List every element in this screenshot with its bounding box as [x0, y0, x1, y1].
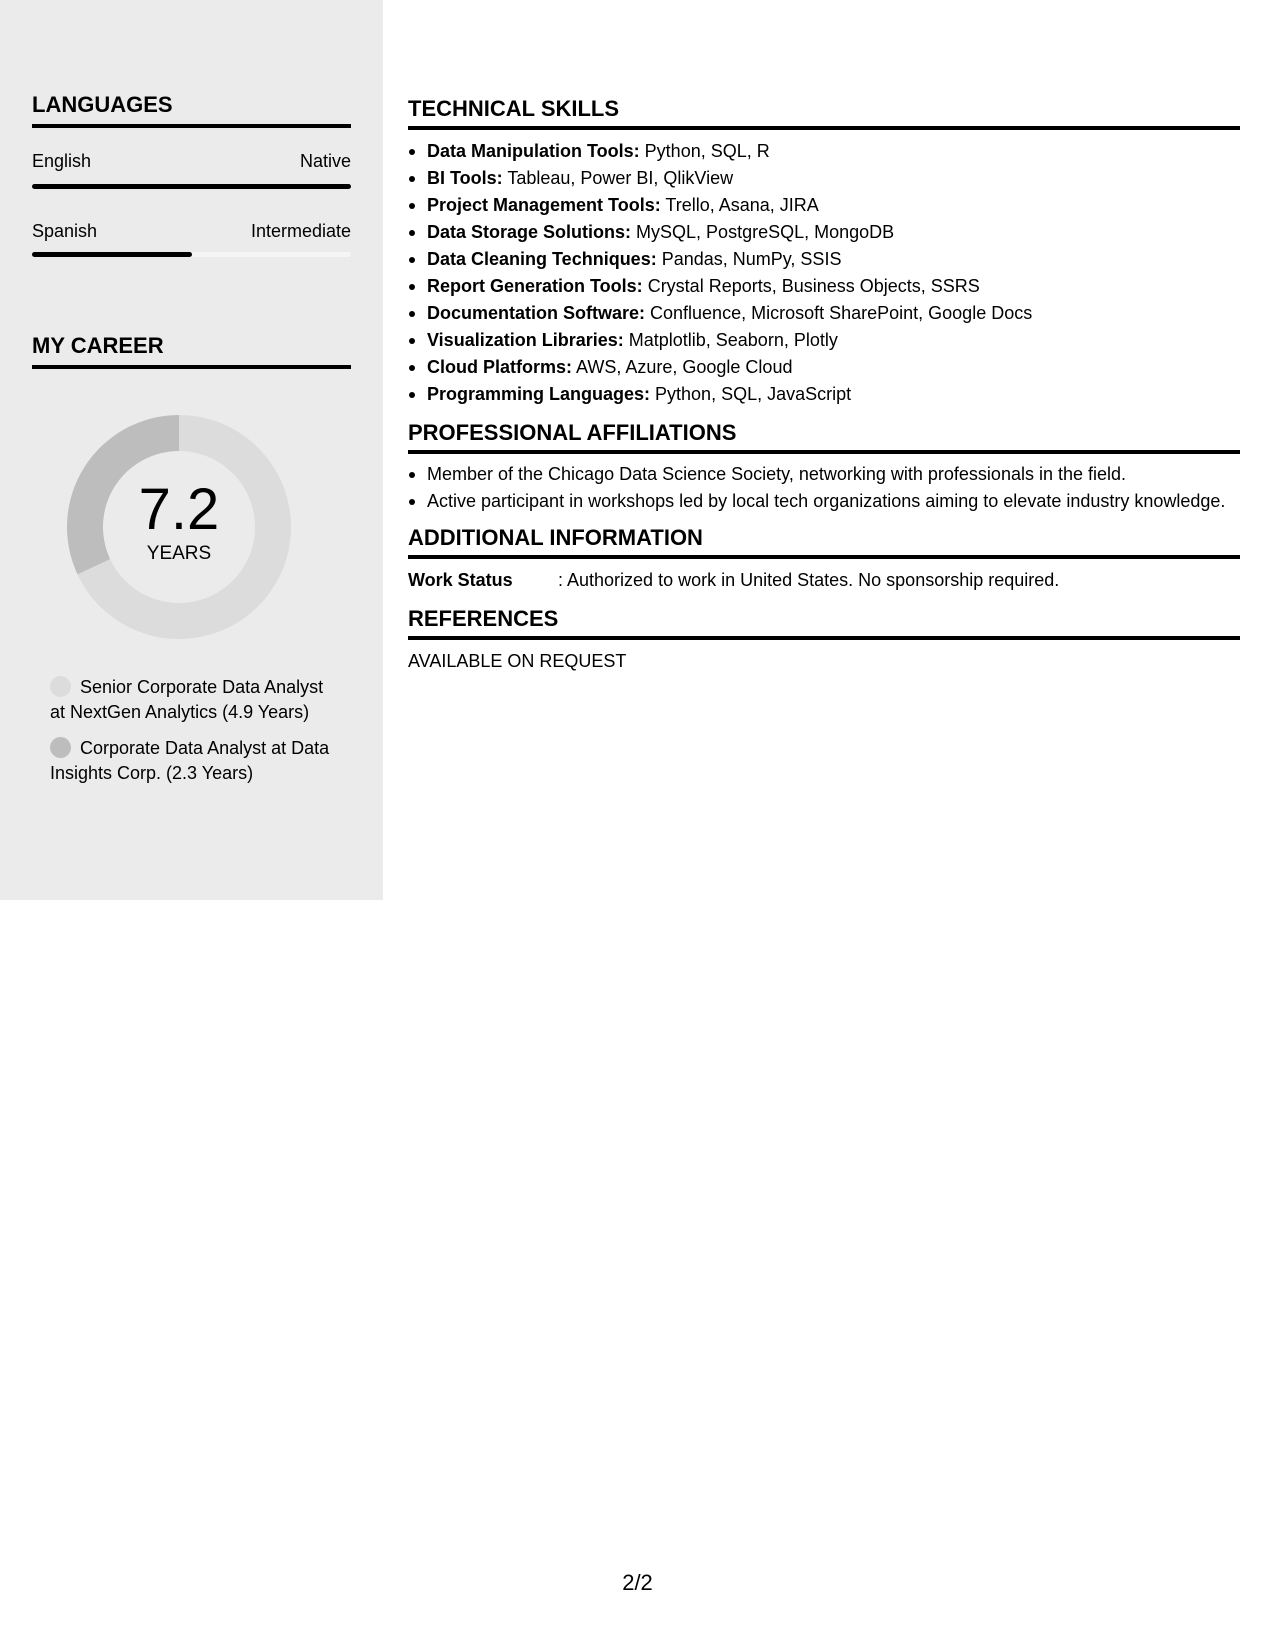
language-row-english	[32, 151, 351, 172]
skill-value: MySQL, PostgreSQL, MongoDB	[631, 222, 895, 242]
language-bar-spanish	[32, 252, 351, 257]
language-bar-fill	[32, 184, 351, 189]
skill-item	[408, 273, 1240, 300]
skill-label: BI Tools:	[427, 168, 503, 188]
skill-value: Crystal Reports, Business Objects, SSRS	[642, 276, 980, 296]
skill-value: AWS, Azure, Google Cloud	[572, 357, 793, 377]
skill-label: Report Generation Tools:	[427, 276, 643, 296]
language-name: English	[32, 151, 92, 171]
skill-value: Trello, Asana, JIRA	[660, 195, 819, 215]
skill-value: Python, SQL, JavaScript	[650, 384, 852, 404]
legend-dot-icon	[50, 737, 71, 758]
skill-label: Project Management Tools:	[427, 195, 661, 215]
work-status-value: : Authorized to work in United States. No sponsorship required.	[558, 570, 1060, 590]
career-years-unit: YEARS	[146, 543, 212, 564]
language-bar-english	[32, 184, 351, 189]
skill-item	[408, 327, 1240, 354]
work-status-label: Work Status	[408, 570, 513, 590]
legend-dot-icon	[50, 676, 71, 697]
list-item: Member of the Chicago Data Science Society, networking with professionals in the field.	[408, 462, 1240, 487]
career-legend-item	[50, 675, 340, 724]
language-level: Native	[299, 151, 351, 171]
skill-value: Confluence, Microsoft SharePoint, Google Docs	[645, 303, 1033, 323]
skill-label: Visualization Libraries:	[427, 330, 624, 350]
career-legend	[50, 675, 340, 797]
career-item-text: Senior Corporate Data Analyst at NextGen Analytics (4.9 Years)	[50, 677, 324, 722]
skill-item	[408, 381, 1240, 408]
skill-label: Data Storage Solutions:	[427, 222, 632, 242]
references-text: AVAILABLE ON REQUEST	[408, 651, 627, 671]
affiliations-title: PROFESSIONAL AFFILIATIONS	[408, 420, 1240, 454]
additional-info-title: ADDITIONAL INFORMATION	[408, 525, 1240, 559]
affiliations-list	[408, 462, 1240, 513]
career-title: MY CAREER	[32, 333, 351, 369]
skill-item	[408, 138, 1240, 165]
career-item-text: Corporate Data Analyst at Data Insights Corp. (2.3 Years)	[50, 738, 330, 783]
skill-item	[408, 354, 1240, 381]
language-bar-fill	[32, 252, 192, 257]
career-total-years: 7.2	[138, 477, 220, 542]
skill-item	[408, 219, 1240, 246]
skill-value: Python, SQL, R	[639, 141, 770, 161]
career-legend-item	[50, 736, 340, 785]
skill-label: Cloud Platforms:	[427, 357, 573, 377]
donut-center-label	[66, 414, 292, 640]
technical-skills-list	[408, 138, 1240, 408]
work-status-row	[408, 567, 1240, 594]
skill-item	[408, 165, 1240, 192]
skill-label: Documentation Software:	[427, 303, 646, 323]
skill-value: Matplotlib, Seaborn, Plotly	[623, 330, 838, 350]
skill-value: Tableau, Power BI, QlikView	[502, 168, 734, 188]
main-content	[408, 96, 1240, 675]
skill-label: Data Manipulation Tools:	[427, 141, 640, 161]
skill-label: Data Cleaning Techniques:	[427, 249, 657, 269]
skill-item	[408, 300, 1240, 327]
sidebar	[0, 0, 383, 900]
skill-item	[408, 192, 1240, 219]
languages-title: LANGUAGES	[32, 92, 351, 128]
career-donut-chart	[66, 414, 292, 640]
language-name: Spanish	[32, 221, 98, 241]
list-item: Active participant in workshops led by local tech organizations aiming to elevate industry knowledge.	[408, 489, 1240, 514]
page-number: 2/2	[622, 1570, 653, 1595]
technical-skills-title: TECHNICAL SKILLS	[408, 96, 1240, 130]
language-row-spanish	[32, 221, 351, 242]
skill-label: Programming Languages:	[427, 384, 651, 404]
skill-item	[408, 246, 1240, 273]
skill-value: Pandas, NumPy, SSIS	[656, 249, 842, 269]
references-title: REFERENCES	[408, 606, 1240, 640]
language-level: Intermediate	[250, 221, 351, 241]
